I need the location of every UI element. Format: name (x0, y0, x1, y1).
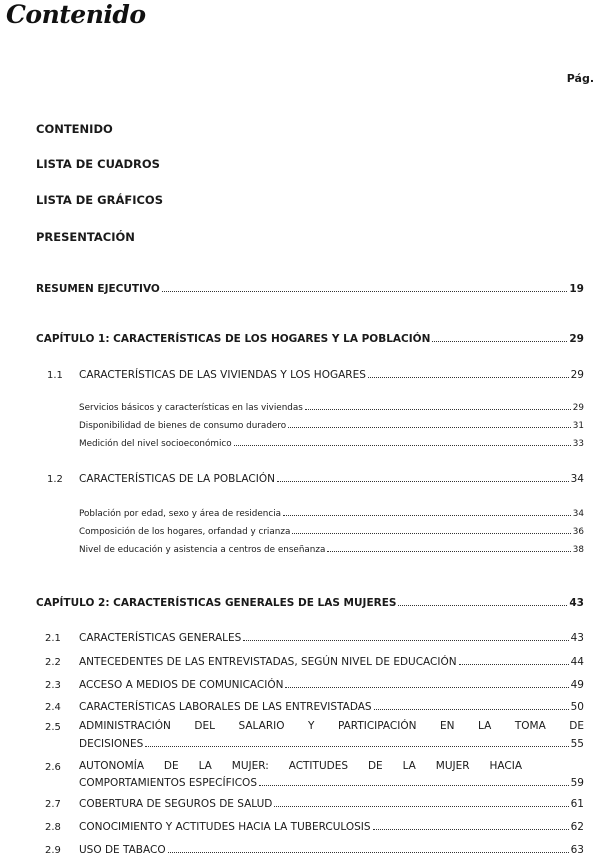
toc-entry-label: Servicios básicos y características en las viviendas (79, 403, 303, 413)
toc-contenido[interactable]: CONTENIDO (36, 122, 113, 136)
dot-leader (277, 481, 569, 482)
dot-leader (373, 829, 569, 830)
toc-page-number: 38 (572, 545, 584, 555)
dot-leader (243, 640, 568, 641)
toc-page-number: 49 (570, 679, 584, 691)
toc-subsection[interactable] (79, 509, 584, 519)
dot-leader (292, 533, 570, 534)
toc-entry-label: CARACTERÍSTICAS DE LA POBLACIÓN (79, 473, 275, 485)
toc-lista-graficos[interactable]: LISTA DE GRÁFICOS (36, 193, 163, 207)
section-number: 1.1 (47, 370, 63, 381)
toc-entry-label: CARACTERÍSTICAS DE LAS VIVIENDAS Y LOS HOGARES (79, 369, 366, 381)
toc-entry-label: CONOCIMIENTO Y ACTITUDES HACIA LA TUBERCULOSIS (79, 821, 371, 833)
toc-chapter-2[interactable] (36, 597, 584, 609)
toc-page-number: 43 (570, 632, 584, 644)
toc-page-number: 29 (572, 403, 584, 413)
toc-page-number: 43 (569, 597, 584, 609)
toc-section-1-1[interactable] (79, 369, 584, 381)
dot-leader (288, 427, 571, 428)
toc-page-number: 34 (570, 473, 584, 485)
toc-section-2-8[interactable] (79, 821, 584, 833)
toc-section-2-2[interactable] (79, 656, 584, 668)
toc-page-number: 44 (570, 656, 584, 668)
toc-section-2-1[interactable] (79, 632, 584, 644)
dot-leader (305, 409, 571, 410)
dot-leader (432, 341, 567, 342)
toc-page-number: 19 (569, 283, 584, 295)
toc-page-number: 62 (570, 821, 584, 833)
toc-subsection[interactable] (79, 527, 584, 537)
toc-page-number: 29 (570, 369, 584, 381)
dot-leader (283, 515, 571, 516)
section-number: 1.2 (47, 474, 63, 485)
section-number: 2.9 (45, 845, 61, 856)
dot-leader (168, 852, 569, 853)
toc-entry-label: Nivel de educación y asistencia a centros de enseñanza (79, 545, 326, 555)
toc-entry-label: ACCESO A MEDIOS DE COMUNICACIÓN (79, 679, 284, 691)
toc-presentacion[interactable]: PRESENTACIÓN (36, 230, 135, 244)
toc-page-number: 50 (570, 701, 584, 713)
toc-page-number: 34 (572, 509, 584, 519)
toc-section-2-6[interactable] (79, 777, 584, 789)
toc-entry-label: Disponibilidad de bienes de consumo duradero (79, 421, 287, 431)
toc-entry-label: ANTECEDENTES DE LAS ENTREVISTADAS, SEGÚN NIVEL DE EDUCACIÓN (79, 656, 457, 668)
toc-subsection[interactable] (79, 439, 584, 449)
dot-leader (234, 445, 571, 446)
dot-leader (374, 709, 569, 710)
toc-section-2-5-line1[interactable]: ADMINISTRACIÓN DEL SALARIO Y PARTICIPACIÓN EN LA TOMA DE (79, 720, 584, 732)
toc-entry-label: CARACTERÍSTICAS GENERALES (79, 632, 242, 644)
dot-leader (162, 291, 568, 292)
toc-section-1-2[interactable] (79, 473, 584, 485)
toc-chapter-1[interactable] (36, 333, 584, 345)
toc-page-number: 29 (569, 333, 584, 345)
toc-section-2-4[interactable] (79, 701, 584, 713)
page-title: Contenido (6, 0, 146, 29)
page-column-label: Pág. (566, 72, 594, 85)
dot-leader (327, 551, 570, 552)
toc-section-2-9[interactable] (79, 844, 584, 856)
dot-leader (285, 687, 568, 688)
dot-leader (274, 806, 568, 807)
section-number: 2.7 (45, 799, 61, 810)
section-number: 2.6 (45, 762, 61, 773)
dot-leader (398, 605, 567, 606)
section-number: 2.4 (45, 702, 61, 713)
toc-subsection[interactable] (79, 421, 584, 431)
dot-leader (259, 785, 569, 786)
toc-section-2-7[interactable] (79, 798, 584, 810)
toc-page-number: 61 (570, 798, 584, 810)
toc-entry-label: CARACTERÍSTICAS LABORALES DE LAS ENTREVISTADAS (79, 701, 372, 713)
toc-page-number: 59 (570, 777, 584, 789)
toc-section-2-6-line1[interactable]: AUTONOMÍA DE LA MUJER: ACTITUDES DE LA MUJER HACIA (79, 760, 522, 772)
toc-entry-label: COMPORTAMIENTOS ESPECÍFICOS (79, 777, 257, 789)
toc-subsection[interactable] (79, 403, 584, 413)
toc-entry-label: CAPÍTULO 2: CARACTERÍSTICAS GENERALES DE LAS MUJERES (36, 597, 397, 609)
dot-leader (459, 664, 569, 665)
toc-page-number: 63 (570, 844, 584, 856)
toc-page-number: 36 (572, 527, 584, 537)
dot-leader (368, 377, 569, 378)
toc-subsection[interactable] (79, 545, 584, 555)
toc-page-number: 33 (572, 439, 584, 449)
toc-section-2-5[interactable] (79, 738, 584, 750)
toc-entry-label: Población por edad, sexo y área de residencia (79, 509, 282, 519)
toc-page-number: 55 (570, 738, 584, 750)
toc-resumen-ejecutivo[interactable] (36, 283, 584, 295)
toc-entry-label: Composición de los hogares, orfandad y crianza (79, 527, 291, 537)
toc-entry-label: Medición del nivel socioeconómico (79, 439, 232, 449)
section-number: 2.3 (45, 680, 61, 691)
toc-entry-label: CAPÍTULO 1: CARACTERÍSTICAS DE LOS HOGARES Y LA POBLACIÓN (36, 333, 431, 345)
section-number: 2.5 (45, 722, 61, 733)
toc-section-2-3[interactable] (79, 679, 584, 691)
toc-page-number: 31 (572, 421, 584, 431)
toc-entry-label: USO DE TABACO (79, 844, 166, 856)
toc-entry-label: COBERTURA DE SEGUROS DE SALUD (79, 798, 273, 810)
toc-entry-label: DECISIONES (79, 738, 144, 750)
dot-leader (145, 746, 568, 747)
section-number: 2.8 (45, 822, 61, 833)
toc-lista-cuadros[interactable]: LISTA DE CUADROS (36, 157, 160, 171)
toc-entry-label: RESUMEN EJECUTIVO (36, 283, 160, 295)
section-number: 2.2 (45, 657, 61, 668)
section-number: 2.1 (45, 633, 61, 644)
